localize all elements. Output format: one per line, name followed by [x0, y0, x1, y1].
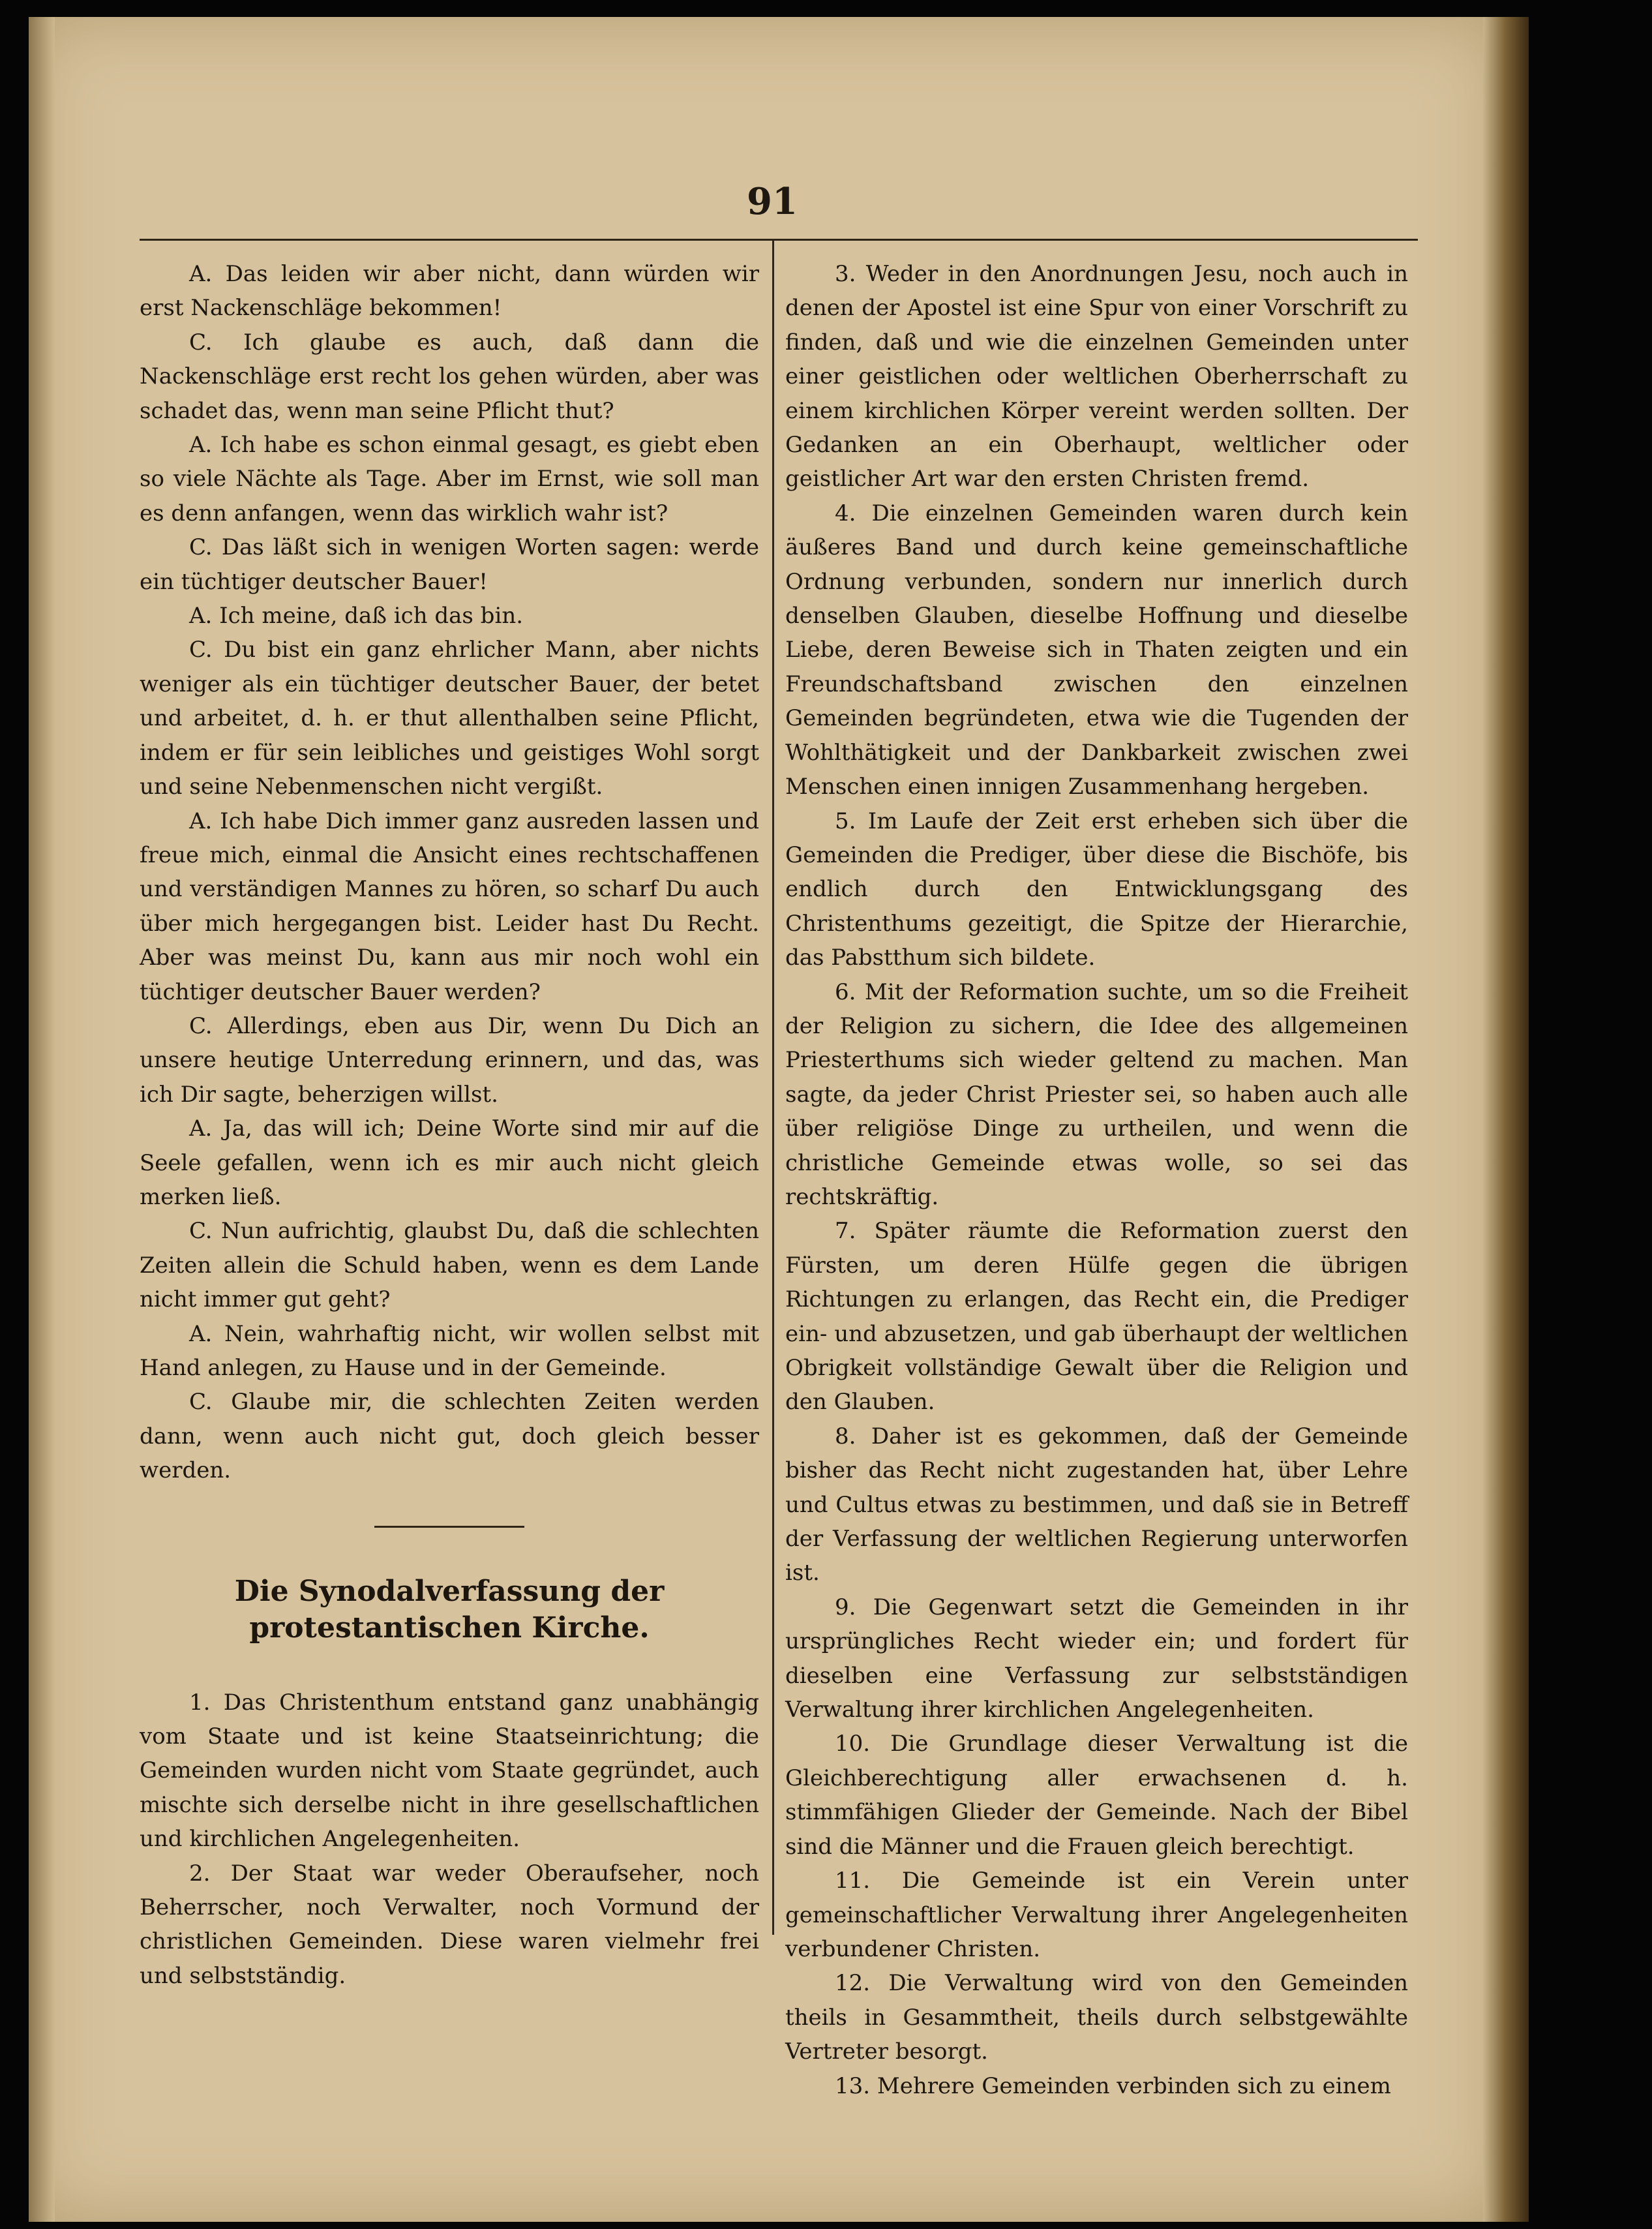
dialogue-paragraph: C. Nun aufrichtig, glaubst Du, daß die schlechten Zeiten allein die Schuld haben, wenn es dem Lande nicht immer gut geht?	[140, 1218, 759, 1313]
left-column	[140, 257, 759, 1993]
book-page	[29, 17, 1503, 2222]
dialogue-paragraph: C. Das läßt sich in wenigen Worten sagen: werde ein tüchtiger deutscher Bauer!	[140, 534, 759, 595]
numbered-paragraph: 9. Die Gegenwart setzt die Gemeinden in ihr ursprüngliches Recht wieder ein; und fordert für dieselben eine Verfassung zur selbstständigen Verwaltung ihrer kirchlichen Angelegenheiten.	[785, 1594, 1408, 1723]
book-spine-shadow	[29, 17, 55, 2222]
numbered-paragraph: 6. Mit der Reformation suchte, um so die Freiheit der Religion zu sichern, die Idee des allgemeinen Priesterthums sich wieder geltend zu machen. Man sagte, da jeder Christ Priester sei, so haben auch alle über religiöse Dinge zu urtheilen, und wenn die christliche Gemeinde etwas wolle, so sei das rechtskräftig.	[785, 978, 1408, 1210]
numbered-paragraph: 1. Das Christenthum entstand ganz unabhängig vom Staate und ist keine Staatseinrichtung; die Gemeinden wurden nicht vom Staate gegründet, auch mischte sich derselbe nicht in ihre gesellschaftlichen und kirchlichen Angelegenheiten.	[140, 1689, 759, 1853]
numbered-paragraph: 8. Daher ist es gekommen, daß der Gemeinde bisher das Recht nicht zugestanden hat, über Lehre und Cultus etwas zu bestimmen, und daß sie in Betreff der Verfassung der weltlichen Regierung unterworfen ist.	[785, 1423, 1408, 1586]
dialogue-paragraph: A. Nein, wahrhaftig nicht, wir wollen selbst mit Hand anlegen, zu Hause und in der Gemeinde.	[140, 1320, 759, 1381]
numbered-paragraph: 13. Mehrere Gemeinden verbinden sich zu einem	[835, 2072, 1391, 2099]
dialogue-paragraph: A. Ich habe Dich immer ganz ausreden lassen und freue mich, einmal die Ansicht eines rechtschaffenen und verständigen Mannes zu hören, so scharf Du auch über mich hergegangen bist. Leider hast Du Recht. Aber was meinst Du, kann aus mir noch wohl ein tüchtiger deutscher Bauer werden?	[140, 808, 759, 1005]
numbered-paragraph: 11. Die Gemeinde ist ein Verein unter gemeinschaftlicher Verwaltung ihrer Angelegenheiten verbundener Christen.	[785, 1868, 1408, 1962]
numbered-paragraph: 12. Die Verwaltung wird von den Gemeinden theils in Gesammtheit, theils durch selbstgewählte Vertreter besorgt.	[785, 1970, 1408, 2065]
dialogue-paragraph: A. Das leiden wir aber nicht, dann würden wir erst Nackenschläge bekommen!	[140, 261, 759, 322]
section-title: Die Synodalverfassung der protestantischen Kirche.	[234, 1574, 665, 1645]
numbered-paragraph: 7. Später räumte die Reformation zuerst den Fürsten, um deren Hülfe gegen die übrigen Richtungen zu erlangen, das Recht ein, die Prediger ein- und abzusetzen, und gab überhaupt der weltlichen Obrigkeit vollständige Gewalt über die Religion und den Glauben.	[785, 1218, 1408, 1416]
page-number: 91	[747, 180, 798, 223]
numbered-paragraph: 3. Weder in den Anordnungen Jesu, noch auch in denen der Apostel ist eine Spur von einer Vorschrift zu finden, daß und wie die einzelnen Gemeinden unter einer geistlichen oder weltlichen Oberherrschaft zu einem kirchlichen Körper vereint werden sollten. Der Gedanken an ein Oberhaupt, weltlicher oder geistlicher Art war den ersten Christen fremd.	[785, 261, 1408, 493]
dialogue-paragraph: A. Ja, das will ich; Deine Worte sind mir auf die Seele gefallen, wenn ich es mir auch nicht gleich merken ließ.	[140, 1115, 759, 1210]
dialogue-paragraph: C. Glaube mir, die schlechten Zeiten werden dann, wenn auch nicht gut, doch gleich besser werden.	[140, 1389, 759, 1484]
numbered-paragraph: 10. Die Grundlage dieser Verwaltung ist die Gleichberechtigung aller erwachsenen d. h. stimmfähigen Glieder der Gemeinde. Nach der Bibel sind die Männer und die Frauen gleich berechtigt.	[785, 1731, 1408, 1860]
dialogue-paragraph: C. Du bist ein ganz ehrlicher Mann, aber nichts weniger als ein tüchtiger deutscher Bauer, der betet und arbeitet, d. h. er thut allenthalben seine Pflicht, indem er für sein leibliches und geistiges Wohl sorgt und seine Nebenmenschen nicht vergißt.	[140, 637, 759, 800]
numbered-paragraph: 4. Die einzelnen Gemeinden waren durch kein äußeres Band und durch keine gemeinschaftliche Ordnung verbunden, sondern nur innerlich durch denselben Glauben, dieselbe Hoffnung und dieselbe Liebe, deren Beweise sich in Thaten zeigten und ein Freundschaftsband zwischen den einzelnen Gemeinden begründeten, etwa wie die Tugenden der Wohlthätigkeit und der Dankbarkeit zwischen zwei Menschen einen innigen Zusammenhang hergeben.	[785, 500, 1408, 800]
numbered-paragraph: 2. Der Staat war weder Oberaufseher, noch Beherrscher, noch Verwalter, noch Vormund der christlichen Gemeinden. Diese waren vielmehr frei und selbstständig.	[140, 1860, 759, 1989]
column-divider	[772, 239, 774, 1935]
section-separator	[374, 1526, 524, 1528]
numbered-paragraph: 5. Im Laufe der Zeit erst erheben sich über die Gemeinden die Prediger, über diese die Bischöfe, bis endlich durch den Entwicklungsgang des Christenthums gezeitigt, die Spitze der Hierarchie, das Pabstthum sich bildete.	[785, 808, 1408, 971]
dialogue-paragraph: C. Allerdings, eben aus Dir, wenn Du Dich an unsere heutige Unterredung erinnern, und das, was ich Dir sagte, beherzigen willst.	[140, 1012, 759, 1108]
dialogue-paragraph: C. Ich glaube es auch, daß dann die Nackenschläge erst recht los gehen würden, aber was schadet das, wenn man seine Pflicht thut?	[140, 329, 759, 424]
dialogue-paragraph: A. Ich meine, daß ich das bin.	[189, 603, 524, 629]
header-rule	[140, 239, 1418, 241]
right-column	[785, 257, 1408, 2103]
page-edge	[1483, 17, 1529, 2222]
dialogue-paragraph: A. Ich habe es schon einmal gesagt, es giebt eben so viele Nächte als Tage. Aber im Ernst, wie soll man es denn anfangen, wenn das wirklich wahr ist?	[140, 432, 759, 526]
